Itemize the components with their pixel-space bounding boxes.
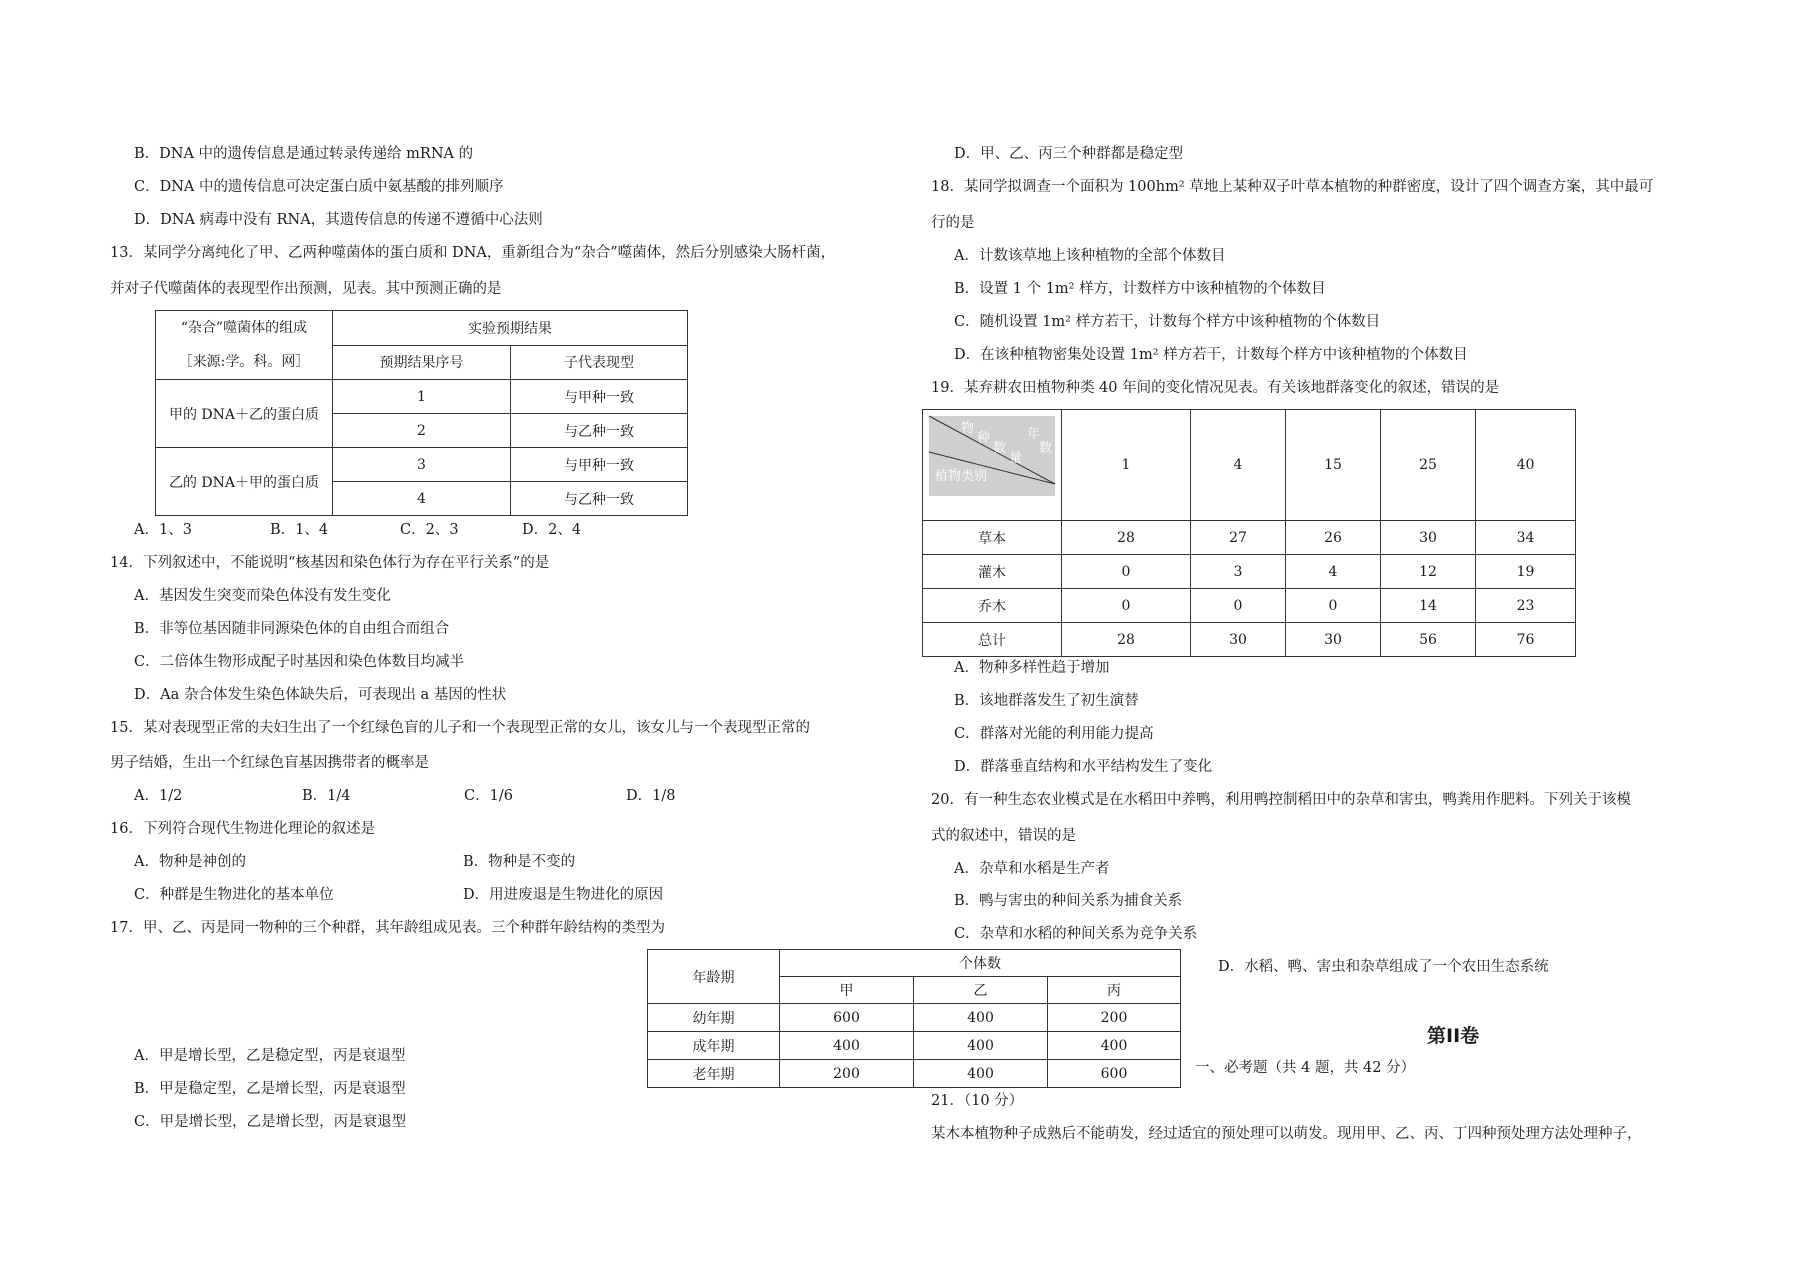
q18-option-d: D．在该种植物密集处设置 1m² 样方若干，计数每个样方中该种植物的个体数目 (954, 347, 1468, 363)
q13-th-expected: 实验预期结果 (333, 311, 688, 346)
q13-option-b: B．1、4 (270, 522, 329, 538)
q14-option-b: B．非等位基因随非同源染色体的自由组合而组合 (134, 621, 450, 637)
q15-option-b: B．1/4 (302, 788, 351, 804)
q19-row-label: 草本 (923, 521, 1062, 555)
q15-option-c: C．1/6 (464, 788, 513, 804)
q17-cell: 600 (1048, 1060, 1181, 1088)
q19-cell: 0 (1191, 589, 1286, 623)
q13-th-composition-line2: ［来源:学。科。网］ (178, 354, 310, 370)
q13-group1: 甲的 DNA＋乙的蛋白质 (156, 380, 333, 448)
q17-cell: 200 (1048, 1004, 1181, 1032)
q13-row-num: 4 (333, 482, 511, 516)
q13-row-phenotype: 与乙种一致 (511, 414, 688, 448)
q19-corner-type: 植物类别 (935, 469, 988, 484)
q17-cell: 400 (914, 1004, 1048, 1032)
q13-row-num: 3 (333, 448, 511, 482)
q19-cell: 0 (1286, 589, 1381, 623)
q19-cell: 30 (1286, 623, 1381, 657)
q20-stem-line2: 式的叙述中，错误的是 (931, 828, 1076, 844)
q19-option-c: C．群落对光能的利用能力提高 (954, 726, 1154, 742)
q18-stem-line2: 行的是 (931, 215, 975, 231)
q13-option-a: A．1、3 (134, 522, 192, 538)
q17-option-b: B．甲是稳定型，乙是增长型，丙是衰退型 (134, 1081, 406, 1097)
q19-corner-year1: 年 (1027, 427, 1041, 442)
q20-stem-line1: 20．有一种生态农业模式是在水稻田中养鸭，利用鸭控制稻田中的杂草和害虫，鸭粪用作肥料。下列关于该模 (931, 792, 1631, 808)
q13-option-c: C．2、3 (400, 522, 459, 538)
q19-cell: 34 (1476, 521, 1576, 555)
q19-year: 40 (1476, 410, 1576, 521)
q20-option-a: A．杂草和水稻是生产者 (954, 861, 1110, 877)
q17-row-label: 成年期 (648, 1032, 780, 1060)
q19-cell: 19 (1476, 555, 1576, 589)
q19-cell: 0 (1062, 555, 1191, 589)
q17-th-age: 年龄期 (648, 950, 780, 1004)
q20-option-d: D．水稻、鸭、害虫和杂草组成了一个农田生态系统 (1218, 959, 1549, 975)
q17-stem: 17．甲、乙、丙是同一物种的三个种群，其年龄组成见表。三个种群年龄结构的类型为 (110, 920, 665, 936)
q19-year: 25 (1381, 410, 1476, 521)
q13-row-phenotype: 与甲种一致 (511, 448, 688, 482)
q15-stem-line2: 男子结婚，生出一个红绿色盲基因携带者的概率是 (110, 755, 429, 771)
q12-option-c: C．DNA 中的遗传信息可决定蛋白质中氨基酸的排列顺序 (134, 179, 504, 195)
q19-cell: 76 (1476, 623, 1576, 657)
q18-option-b: B．设置 1 个 1m² 样方，计数样方中该种植物的个体数目 (954, 281, 1326, 297)
q15-stem-line1: 15．某对表现型正常的夫妇生出了一个红绿色盲的儿子和一个表现型正常的女儿，该女儿与一个表现型正常的 (110, 720, 810, 736)
q17-cell: 400 (1048, 1032, 1181, 1060)
q19-row-label: 灌木 (923, 555, 1062, 589)
q19-option-d: D．群落垂直结构和水平结构发生了变化 (954, 759, 1213, 775)
q17-option-c: C．甲是增长型，乙是增长型，丙是衰退型 (134, 1114, 407, 1130)
q19-corner-c: 数 (993, 441, 1007, 456)
q19-corner-year2: 数 (1039, 441, 1053, 456)
q19-cell: 0 (1062, 589, 1191, 623)
q19-cell: 28 (1062, 623, 1191, 657)
q20-option-b: B．鸭与害虫的种间关系为捕食关系 (954, 893, 1183, 909)
q13-option-d: D．2、4 (522, 522, 582, 538)
q13-th-composition (156, 311, 333, 380)
q17-th-col: 丙 (1048, 977, 1181, 1004)
q13-row-num: 1 (333, 380, 511, 414)
section-subtitle: 一、必考题（共 4 题，共 42 分） (1195, 1060, 1416, 1076)
q19-cell: 4 (1286, 555, 1381, 589)
q17-th-col: 甲 (780, 977, 914, 1004)
q19-table (922, 409, 1576, 657)
q19-cell: 3 (1191, 555, 1286, 589)
q18-option-a: A．计数该草地上该种植物的全部个体数目 (954, 248, 1226, 264)
q16-option-b: B．物种是不变的 (463, 854, 576, 870)
q19-cell: 14 (1381, 589, 1476, 623)
q13-table (155, 310, 688, 516)
q19-cell: 26 (1286, 521, 1381, 555)
q12-option-d: D．DNA 病毒中没有 RNA，其遗传信息的传递不遵循中心法则 (134, 212, 543, 228)
q13-stem-line1: 13．某同学分离纯化了甲、乙两种噬菌体的蛋白质和 DNA，重新组合为“杂合”噬菌体，然后分别感染大肠杆菌， (110, 245, 836, 261)
q17-cell: 400 (914, 1032, 1048, 1060)
q17-cell: 400 (780, 1032, 914, 1060)
q19-cell: 23 (1476, 589, 1576, 623)
q19-stem: 19．某弃耕农田植物种类 40 年间的变化情况见表。有关该地群落变化的叙述，错误的是 (931, 380, 1500, 396)
q13-th-composition-line1: “杂合”噬菌体的组成 (180, 320, 308, 336)
q17-cell: 600 (780, 1004, 914, 1032)
q13-th-phenotype: 子代表现型 (511, 345, 688, 380)
q13-row-phenotype: 与乙种一致 (511, 482, 688, 516)
q13-th-seq: 预期结果序号 (333, 345, 511, 380)
q19-corner-b: 种 (977, 431, 991, 446)
q18-stem-line1: 18．某同学拟调查一个面积为 100hm² 草地上某种双子叶草本植物的种群密度，设计了四个调查方案，其中最可 (931, 179, 1654, 195)
q19-corner-d: 量 (1009, 451, 1023, 466)
q16-option-c: C．种群是生物进化的基本单位 (134, 887, 334, 903)
q17-row-label: 幼年期 (648, 1004, 780, 1032)
q17-option-d: D．甲、乙、丙三个种群都是稳定型 (954, 146, 1184, 162)
q19-cell: 30 (1381, 521, 1476, 555)
q16-stem: 16．下列符合现代生物进化理论的叙述是 (110, 821, 375, 837)
q13-group2: 乙的 DNA＋甲的蛋白质 (156, 448, 333, 516)
q20-option-c: C．杂草和水稻的种间关系为竞争关系 (954, 926, 1198, 942)
q17-th-col: 乙 (914, 977, 1048, 1004)
q19-row-label: 总计 (923, 623, 1062, 657)
q19-row-label: 乔木 (923, 589, 1062, 623)
q19-cell: 28 (1062, 521, 1191, 555)
q21-head: 21．（10 分） (931, 1093, 1024, 1109)
q19-cell: 27 (1191, 521, 1286, 555)
q21-body: 某木本植物种子成熟后不能萌发，经过适宜的预处理可以萌发。现用甲、乙、丙、丁四种预处理方法处理种子， (931, 1126, 1642, 1142)
q19-year: 1 (1062, 410, 1191, 521)
section-title: 第II卷 (1427, 1025, 1480, 1047)
q19-corner-cell (923, 410, 1062, 521)
q19-cell: 12 (1381, 555, 1476, 589)
q19-year: 15 (1286, 410, 1381, 521)
q17-age-table (647, 949, 1181, 1088)
q17-cell: 400 (914, 1060, 1048, 1088)
q14-stem: 14．下列叙述中，不能说明“核基因和染色体行为存在平行关系”的是 (110, 555, 550, 571)
q12-option-b: B．DNA 中的遗传信息是通过转录传递给 mRNA 的 (134, 146, 474, 162)
q16-option-a: A．物种是神创的 (134, 854, 246, 870)
q19-corner-a: 物 (961, 421, 975, 436)
q14-option-c: C．二倍体生物形成配子时基因和染色体数目均减半 (134, 654, 465, 670)
q19-option-b: B．该地群落发生了初生演替 (954, 693, 1139, 709)
q18-option-c: C．随机设置 1m² 样方若干，计数每个样方中该种植物的个体数目 (954, 314, 1381, 330)
q19-cell: 56 (1381, 623, 1476, 657)
q17-th-count: 个体数 (780, 950, 1181, 977)
q15-option-a: A．1/2 (134, 788, 183, 804)
q15-option-d: D．1/8 (626, 788, 676, 804)
q14-option-a: A．基因发生突变而染色体没有发生变化 (134, 588, 391, 604)
q17-cell: 200 (780, 1060, 914, 1088)
q19-year: 4 (1191, 410, 1286, 521)
q17-row-label: 老年期 (648, 1060, 780, 1088)
q16-option-d: D．用进废退是生物进化的原因 (463, 887, 664, 903)
q13-row-num: 2 (333, 414, 511, 448)
q19-corner-diagonals (923, 410, 1061, 520)
q19-option-a: A．物种多样性趋于增加 (954, 660, 1110, 676)
q19-cell: 30 (1191, 623, 1286, 657)
q13-row-phenotype: 与甲种一致 (511, 380, 688, 414)
q17-option-a: A．甲是增长型，乙是稳定型，丙是衰退型 (134, 1048, 406, 1064)
q14-option-d: D．Aa 杂合体发生染色体缺失后，可表现出 a 基因的性状 (134, 687, 507, 703)
q13-stem-line2: 并对子代噬菌体的表现型作出预测，见表。其中预测正确的是 (110, 281, 502, 297)
